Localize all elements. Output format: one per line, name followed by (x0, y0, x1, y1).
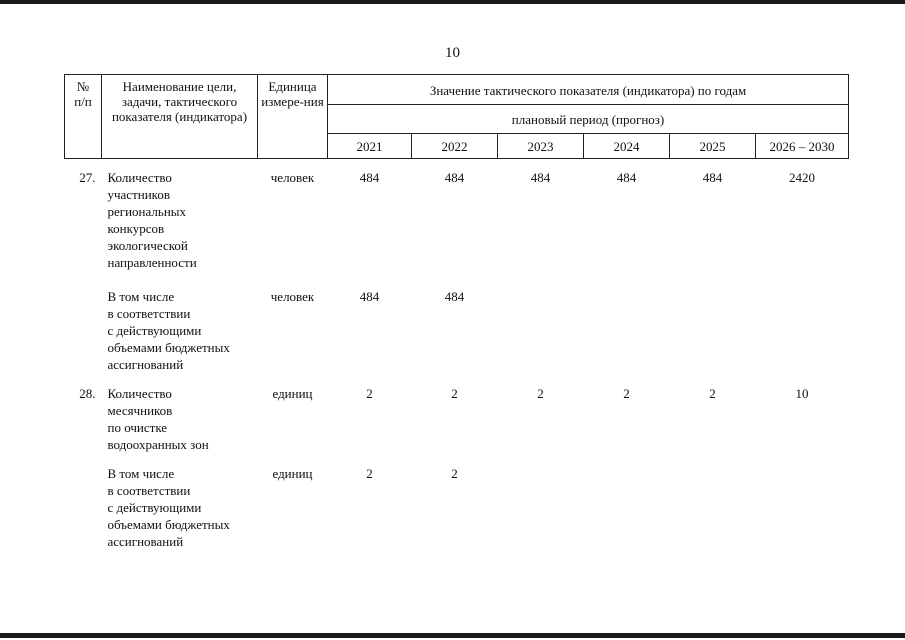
value-cell: 484 (702, 170, 723, 185)
value-cell: 484 (530, 170, 551, 185)
value-cell (498, 453, 584, 553)
value-cell: 2 (537, 385, 544, 401)
indicator-name-line: ассигнований (107, 533, 184, 549)
indicator-name-line: Количество (107, 170, 172, 185)
header-year: 2025 (670, 134, 756, 159)
row-number: 28. (79, 385, 96, 401)
value-cell (584, 276, 670, 373)
indicator-name-line: региональных (107, 204, 187, 219)
value-cell (670, 276, 756, 373)
value-cell: 484 (444, 170, 465, 185)
value-cell (756, 453, 849, 553)
table-row (65, 159, 849, 276)
header-value-group: Значение тактического показателя (индикатора) по годам (328, 75, 849, 105)
row-number (65, 276, 102, 373)
unit-cell: единиц (272, 465, 313, 481)
value-cell: 2 (366, 385, 373, 401)
row-number: 27. (79, 170, 96, 185)
value-cell: 2 (709, 385, 716, 401)
header-year: 2021 (328, 134, 412, 159)
header-unit: Единица измере-ния (258, 75, 328, 159)
indicator-name-line: объемами бюджетных (107, 516, 230, 532)
indicator-name-line: в соответствии (107, 305, 191, 321)
indicator-name-line: месячников (107, 402, 173, 418)
table-row (65, 276, 849, 373)
header-name: Наименование цели, задачи, тактического показателя (индикатора) (102, 75, 258, 159)
indicator-name-line: объемами бюджетных (107, 339, 230, 355)
table-body (65, 159, 849, 553)
page-number: 10 (445, 45, 460, 61)
header-year: 2026 – 2030 (756, 134, 849, 159)
header-year: 2024 (584, 134, 670, 159)
value-cell: 484 (359, 288, 380, 304)
value-cell: 484 (359, 170, 380, 185)
row-number (65, 453, 102, 553)
table-row (65, 453, 849, 553)
value-cell: 2420 (789, 170, 816, 185)
scan-border-top (0, 0, 905, 4)
value-cell (498, 276, 584, 373)
value-cell: 10 (795, 385, 809, 401)
indicator-name (102, 276, 258, 373)
unit-cell: человек (270, 288, 315, 304)
indicator-name (102, 159, 258, 276)
value-cell: 2 (451, 385, 458, 401)
indicator-name (102, 373, 258, 453)
indicator-name-line: В том числе (107, 288, 175, 304)
header-year: 2022 (412, 134, 498, 159)
indicator-name-line: конкурсов (107, 221, 165, 236)
indicator-name-line: по очистке (107, 419, 168, 435)
value-cell: 2 (451, 465, 458, 481)
table-row (65, 373, 849, 453)
indicator-name-line: участников (107, 187, 170, 202)
indicator-name-line: В том числе (107, 465, 175, 481)
header-planning-period: плановый период (прогноз) (328, 105, 849, 134)
value-cell: 484 (616, 170, 637, 185)
indicator-name-line: экологической (107, 238, 188, 253)
header-year: 2023 (498, 134, 584, 159)
value-cell (756, 276, 849, 373)
indicator-name-line: с действующими (107, 322, 202, 338)
indicator-name-line: направленности (107, 255, 197, 270)
value-cell: 484 (444, 288, 465, 304)
indicator-name (102, 453, 258, 553)
value-cell (584, 453, 670, 553)
unit-cell: единиц (272, 385, 313, 401)
indicator-name-line: Количество (107, 385, 172, 401)
header-num: № п/п (65, 75, 102, 159)
scan-border-bottom (0, 633, 905, 638)
value-cell: 2 (366, 465, 373, 481)
indicator-name-line: в соответствии (107, 482, 191, 498)
indicators-table (64, 74, 849, 553)
indicator-name-line: с действующими (107, 499, 202, 515)
value-cell: 2 (623, 385, 630, 401)
unit-cell: человек (270, 170, 315, 185)
indicator-name-line: водоохранных зон (107, 436, 209, 452)
indicator-name-line: ассигнований (107, 356, 184, 372)
table-header (65, 75, 849, 159)
value-cell (670, 453, 756, 553)
